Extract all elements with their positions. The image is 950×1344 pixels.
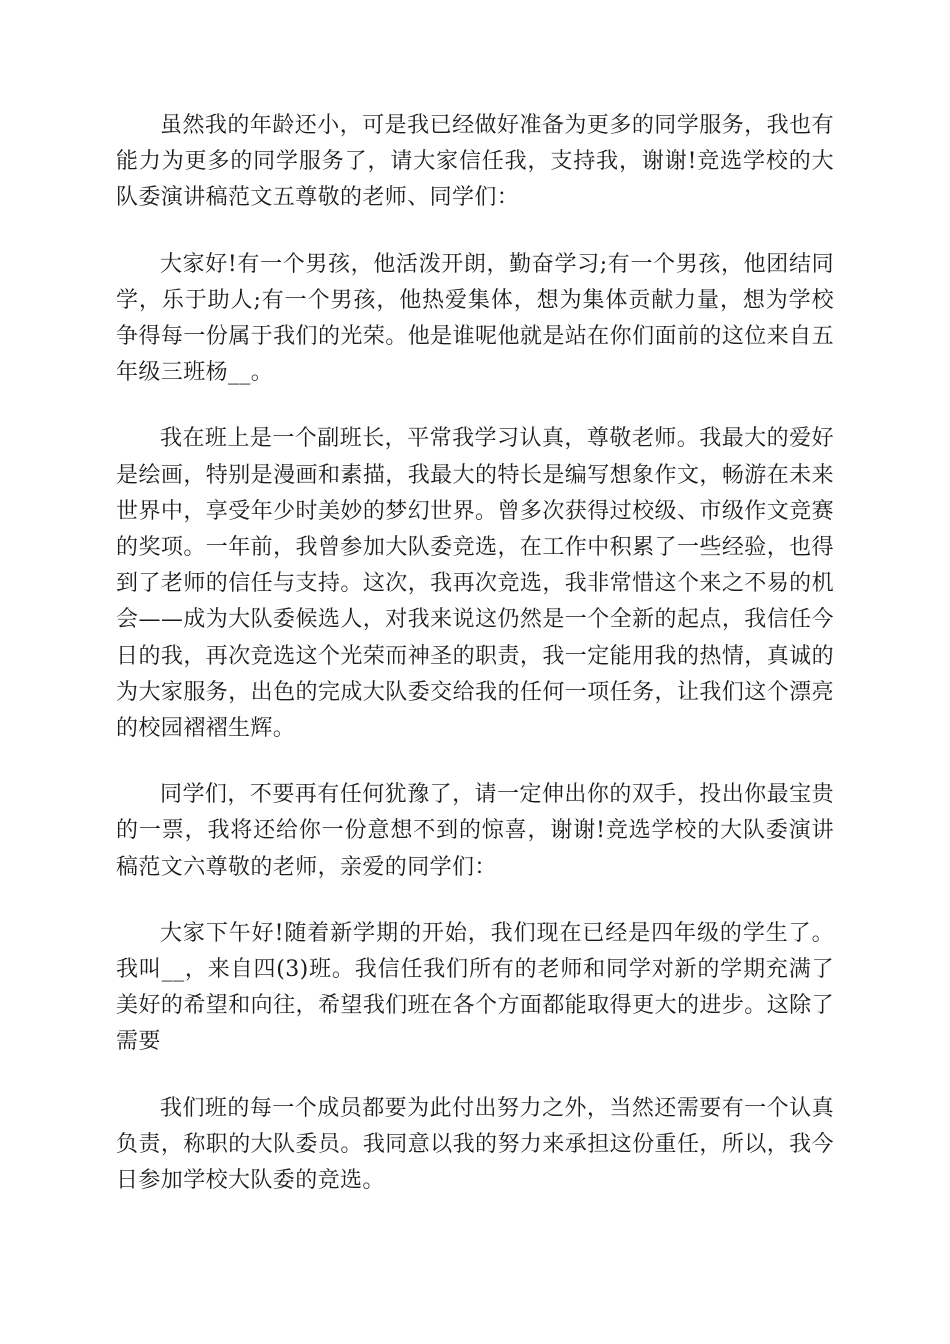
paragraph-6: 我们班的每一个成员都要为此付出努力之外，当然还需要有一个认真负责，称职的大队委员。我同意以我的努力来承担这份重任，所以，我今日参加学校大队委的竞选。 (116, 1095, 834, 1194)
paragraph-5: 大家下午好!随着新学期的开始，我们现在已经是四年级的学生了。我叫__，来自四(3)班。我信任我们所有的老师和同学对新的学期充满了美好的希望和向往，希望我们班在各个方面都能取得更大的进步。这除了需要 (116, 920, 834, 1055)
paragraph-4: 同学们，不要再有任何犹豫了，请一定伸出你的双手，投出你最宝贵的一票，我将还给你一份意想不到的惊喜，谢谢!竞选学校的大队委演讲稿范文六尊敬的老师，亲爱的同学们： (116, 782, 834, 880)
paragraph-3: 我在班上是一个副班长，平常我学习认真，尊敬老师。我最大的爱好是绘画，特别是漫画和素描，我最大的特长是编写想象作文，畅游在未来世界中，享受年少时美妙的梦幻世界。曾多次获得过校级、市级作文竞赛的奖项。一年前，我曾参加大队委竞选，在工作中积累了一些经验，也得到了老师的信任与支持。这次，我再次竞选，我非常惜这个来之不易的机会——成为大队委候选人，对我来说这仍然是一个全新的起点，我信任今日的我，再次竞选这个光荣而神圣的职责，我一定能用我的热情，真诚的为大家服务，出色的完成大队委交给我的任何一项任务，让我们这个漂亮的校园褶褶生辉。 (116, 426, 834, 742)
paragraph-2: 大家好!有一个男孩，他活泼开朗，勤奋学习;有一个男孩，他团结同学，乐于助人;有一个男孩，他热爱集体，想为集体贡献力量，想为学校争得每一份属于我们的光荣。他是谁呢他就是站在你们面前的这位来自五年级三班杨__。 (116, 251, 834, 386)
document-body (116, 108, 834, 1229)
paragraph-1: 虽然我的年龄还小，可是我已经做好准备为更多的同学服务，我也有能力为更多的同学服务了，请大家信任我，支持我，谢谢!竞选学校的大队委演讲稿范文五尊敬的老师、同学们： (116, 113, 834, 211)
